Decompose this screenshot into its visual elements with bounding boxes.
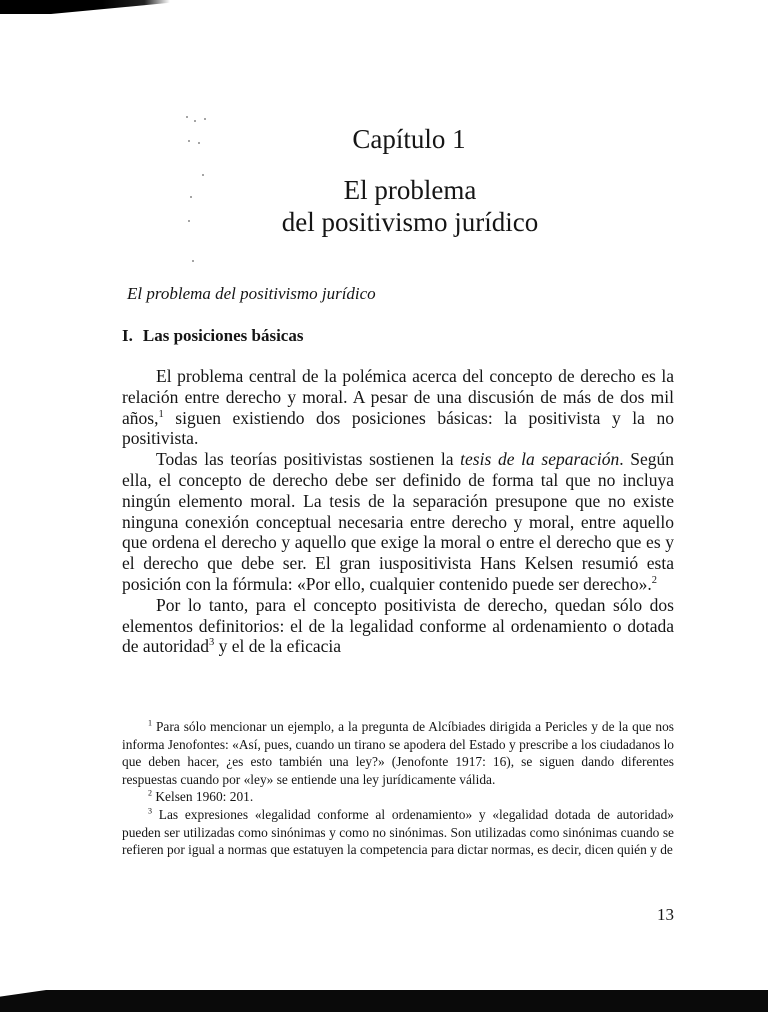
footnote-2-text: Kelsen 1960: 201.: [152, 789, 254, 805]
footnote-1-mark: 1: [148, 718, 153, 728]
chapter-title-line-1: El problema: [343, 175, 477, 205]
body-text: [122, 366, 674, 657]
footnote-ref-2: 2: [651, 575, 657, 587]
paragraph-1: [122, 366, 674, 449]
footnote-1-text: Para sólo mencionar un ejemplo, a la pregunta de Alcíbiades dirigida a Pericles y de la que nos informa Jenofontes: «Así, pues, cuando un tirano se apodera del Estado y prescribe a los ciudadanos lo que deben hacer, ¿es esto también una ley?» (Jenofonte 1917: 16), se siguen dando diferentes respuestas cuando por «ley» se entiende una ley jurídicamente válida.: [122, 719, 674, 787]
section-heading: [122, 326, 303, 346]
scan-edge-top: [0, 0, 170, 14]
paragraph-2-text-a: Todas las teorías positivistas sostienen la: [156, 449, 461, 470]
footnote-ref-3: 3: [208, 637, 215, 649]
paragraph-3: [122, 595, 674, 657]
page-number: 13: [657, 905, 674, 924]
chapter-label: Capítulo 1: [352, 124, 466, 154]
section-number: I.: [122, 326, 133, 345]
footnote-3: [122, 806, 674, 859]
paragraph-3-text-b: y el de la eficacia: [214, 636, 342, 657]
footnote-1: [122, 718, 674, 788]
paragraph-2: [122, 449, 674, 595]
chapter-title: [220, 174, 600, 238]
footnotes: [122, 718, 674, 859]
paragraph-1-text-b: siguen existiendo dos posiciones básicas: la positivista y la no positivista.: [122, 407, 674, 449]
paragraph-2-text-b: . Según ella, el concepto de derecho debe ser definido de forma tal que no incluya ningún elemento moral. La tesis de la separación presupone que no existe ninguna conexión conceptual necesaria entre derecho y moral, entre aquello que ordena el derecho y aquello que exige la moral o entre el derecho que es y el derecho que debe ser. El gran iuspositivista Hans Kelsen resumió esta posición con la fórmula: «Por ello, cualquier contenido puede ser derecho».: [122, 449, 674, 594]
paragraph-2-emphasis: tesis de la separación: [460, 449, 620, 470]
footnote-2: [122, 788, 674, 806]
footnote-3-mark: 3: [148, 806, 153, 816]
running-head: El problema del positivismo jurídico: [127, 284, 376, 303]
footnote-ref-1: 1: [158, 408, 164, 420]
scan-edge-bottom: [0, 990, 768, 1012]
footnote-2-mark: 2: [148, 788, 153, 798]
paragraph-1-text-a: El problema central de la polémica acerca del concepto de derecho es la relación entre derecho y moral. A pesar de una discusión de más de dos mil años,: [122, 366, 674, 428]
footnote-3-text: Las expresiones «legalidad conforme al ordenamiento» y «legalidad dotada de autoridad» pueden ser utilizadas como sinónimas y como no sinónimas. Son utilizadas como sinónimas cuando se refieren por igual a normas que estatuyen la competencia para dictar normas, es decir, dicen quién y de: [122, 806, 674, 858]
section-title: Las posiciones básicas: [142, 326, 304, 345]
chapter-title-line-2: del positivismo jurídico: [281, 207, 539, 237]
paragraph-3-text-a: Por lo tanto, para el concepto positivista de derecho, quedan sólo dos elementos definitorios: el de la legalidad conforme al ordenamiento o dotada de autoridad: [122, 594, 674, 657]
